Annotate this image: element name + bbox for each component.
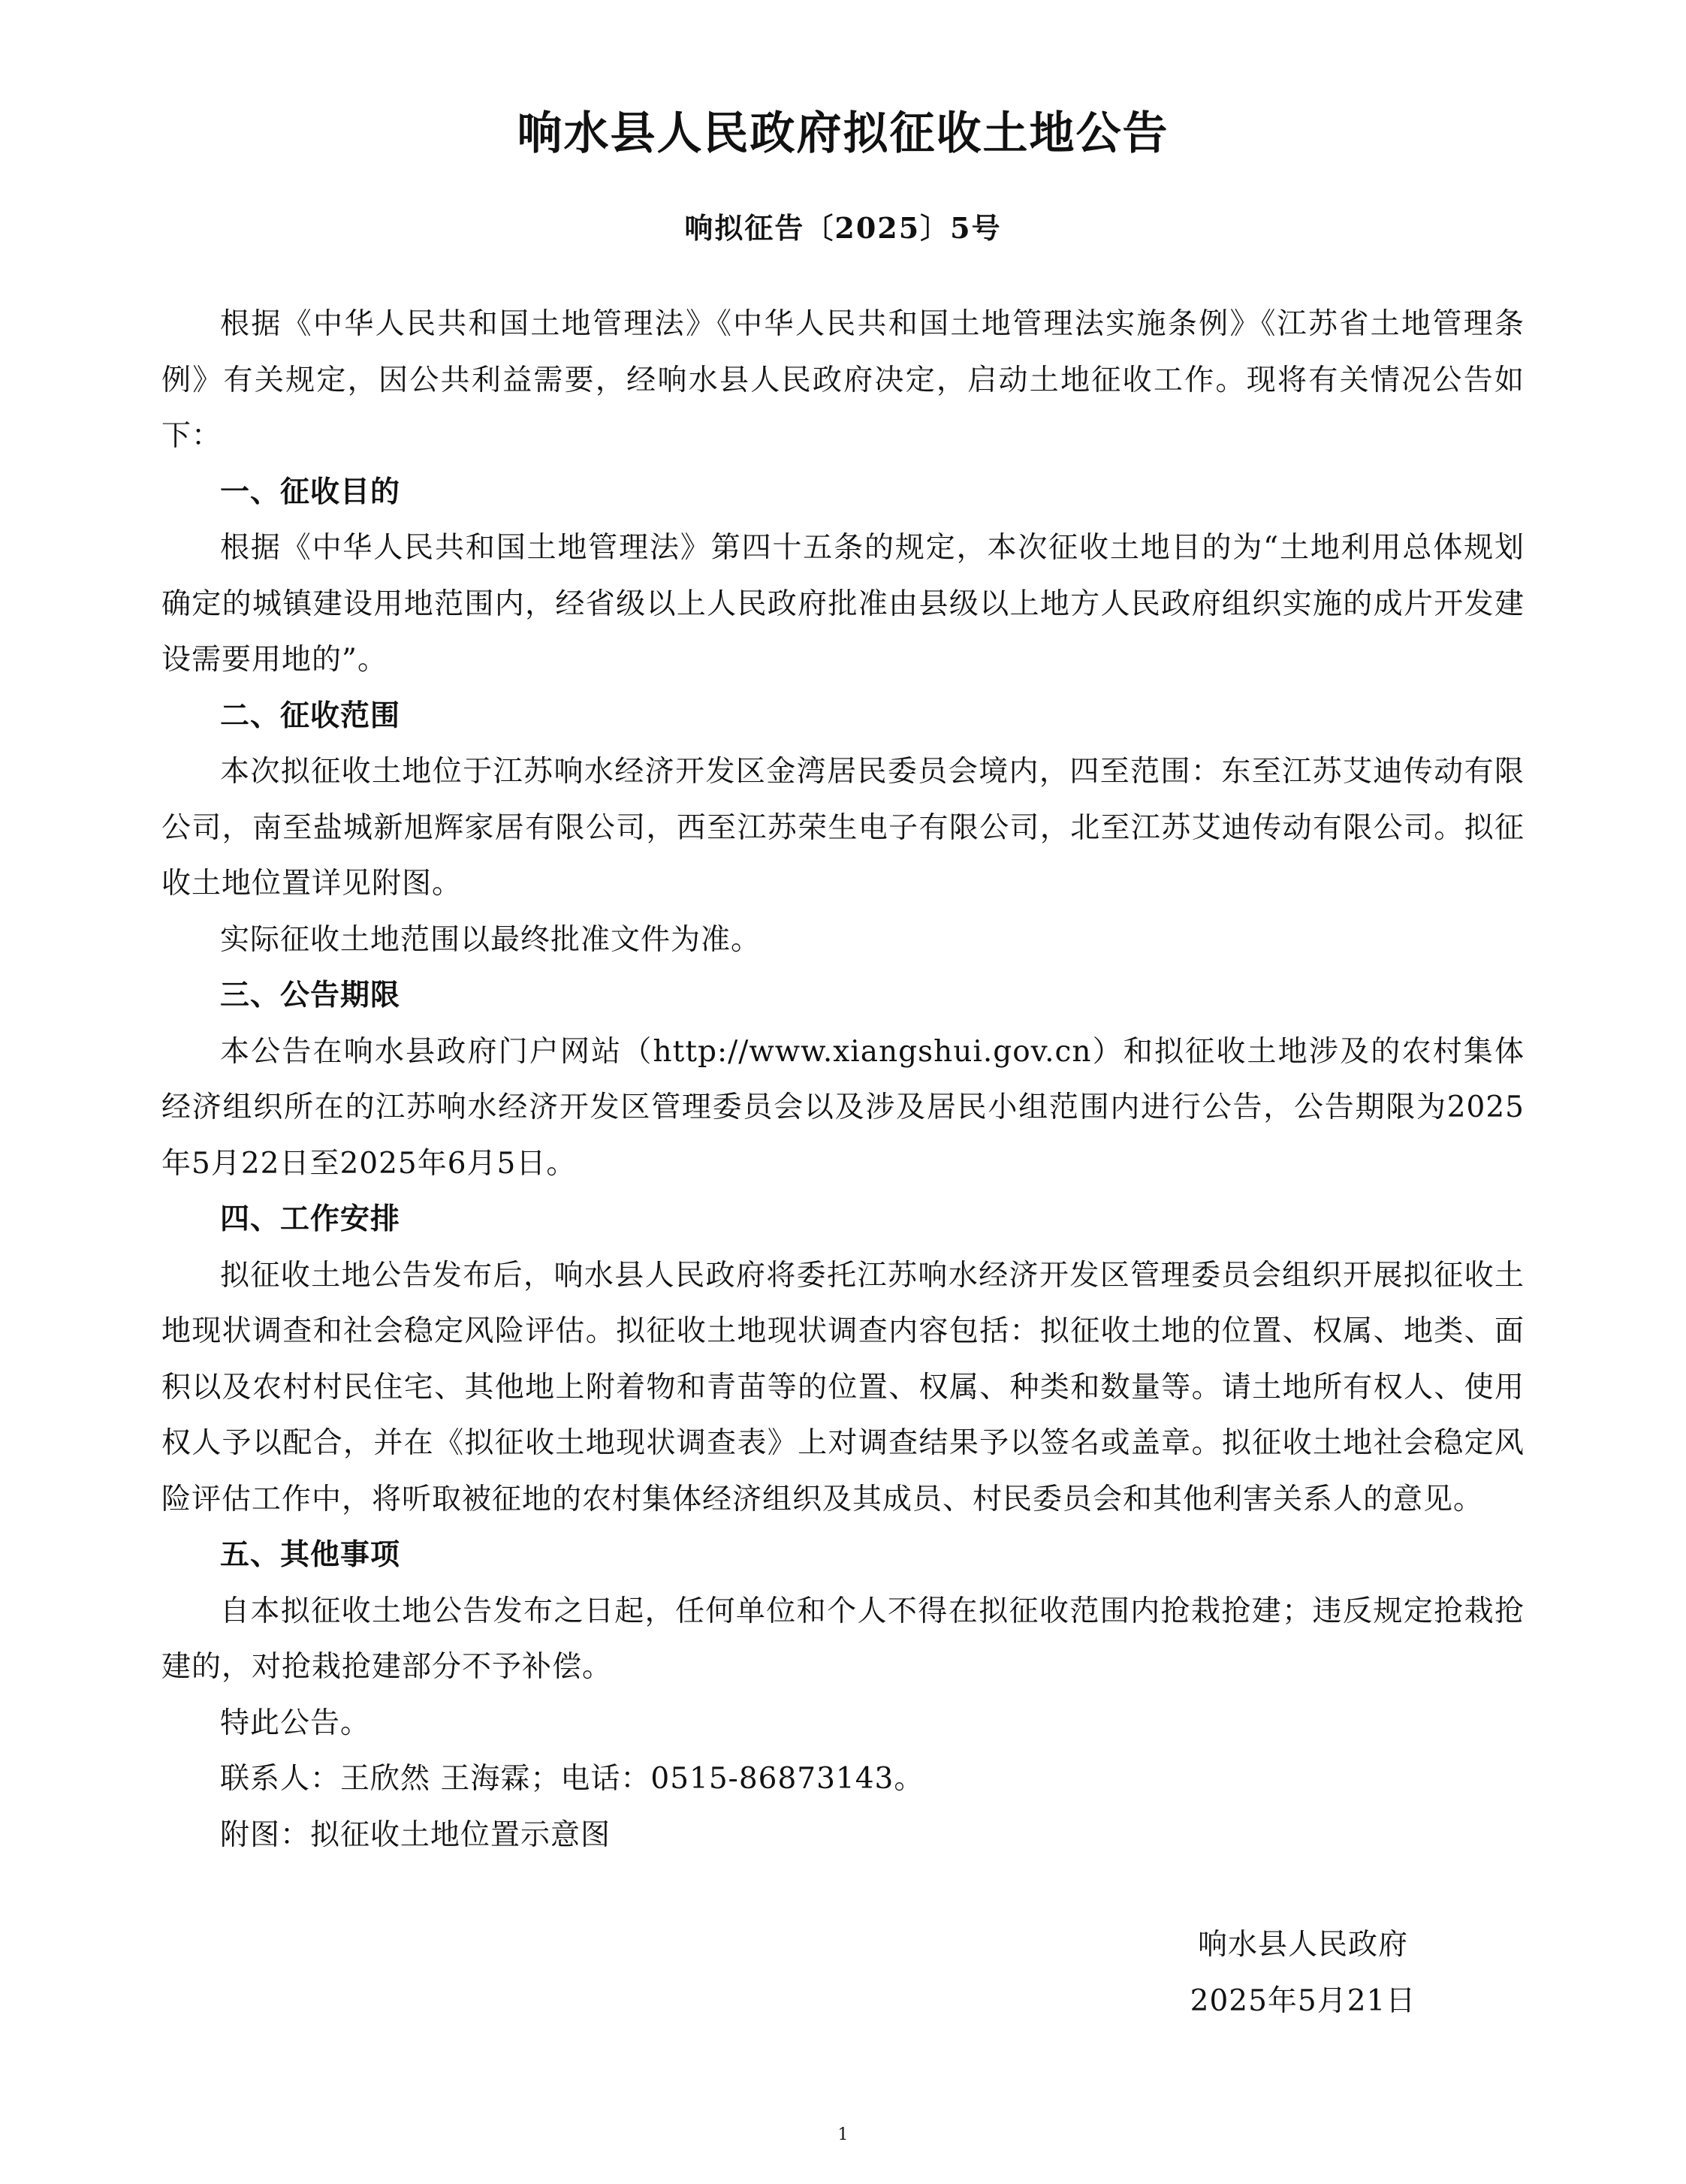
signature-date: 2025年5月21日	[1190, 1984, 1416, 2018]
document-body	[161, 297, 1525, 1863]
attachment-line: 附图：拟征收土地位置示意图	[220, 1817, 611, 1852]
contact-line: 联系人：王欣然 王海霖；电话：0515-86873143。	[220, 1762, 924, 1796]
section-paragraph: 自本拟征收土地公告发布之日起，任何单位和个人不得在拟征收范围内抢栽抢建；违反规定抢栽抢建的，对抢栽抢建部分不予补偿。	[161, 1594, 1525, 1684]
section-heading-arrangement: 四、工作安排	[220, 1202, 401, 1236]
intro-paragraph: 根据《中华人民共和国土地管理法》《中华人民共和国土地管理法实施条例》《江苏省土地管理条例》有关规定，因公共利益需要，经响水县人民政府决定，启动土地征收工作。现将有关情况公告如下：	[161, 307, 1525, 453]
document-number: 响拟征告〔2025〕5号	[684, 211, 1002, 245]
signature-organization: 响水县人民政府	[1197, 1928, 1408, 1962]
document-title: 响水县人民政府拟征收土地公告	[517, 107, 1169, 160]
section-paragraph: 实际征收土地范围以最终批准文件为准。	[220, 922, 762, 957]
section-paragraph: 本次拟征收土地位于江苏响水经济开发区金湾居民委员会境内，四至范围：东至江苏艾迪传动有限公司，南至盐城新旭辉家居有限公司，西至江苏荣生电子有限公司，北至江苏艾迪传动有限公司。拟征收土地位置详见附图。	[161, 755, 1525, 900]
section-heading-scope: 二、征收范围	[220, 698, 401, 733]
section-heading-period: 三、公告期限	[220, 979, 401, 1012]
section-heading-other: 五、其他事项	[220, 1538, 401, 1572]
section-heading-purpose: 一、征收目的	[220, 475, 401, 509]
section-paragraph: 本公告在响水县政府门户网站（http://www.xiangshui.gov.cn）和拟征收土地涉及的农村集体经济组织所在的江苏响水经济开发区管理委员会以及涉及居民小组范围内进行公告，公告期限为2025年5月22日至2025年6月5日。	[161, 1034, 1525, 1181]
closing-line: 特此公告。	[220, 1706, 371, 1740]
section-paragraph: 根据《中华人民共和国土地管理法》第四十五条的规定，本次征收土地目的为“土地利用总体规划确定的城镇建设用地范围内，经省级以上人民政府批准由县级以上地方人民政府组织实施的成片开发建设需要用地的”。	[161, 531, 1525, 677]
page-number: 1	[837, 2125, 849, 2144]
section-paragraph: 拟征收土地公告发布后，响水县人民政府将委托江苏响水经济开发区管理委员会组织开展拟征收土地现状调查和社会稳定风险评估。拟征收土地现状调查内容包括：拟征收土地的位置、权属、地类、面积以及农村村民住宅、其他地上附着物和青苗等的位置、权属、种类和数量等。请土地所有权人、使用权人予以配合，并在《拟征收土地现状调查表》上对调查结果予以签名或盖章。拟征收土地社会稳定风险评估工作中，将听取被征地的农村集体经济组织及其成员、村民委员会和其他利害关系人的意见。	[161, 1258, 1525, 1516]
